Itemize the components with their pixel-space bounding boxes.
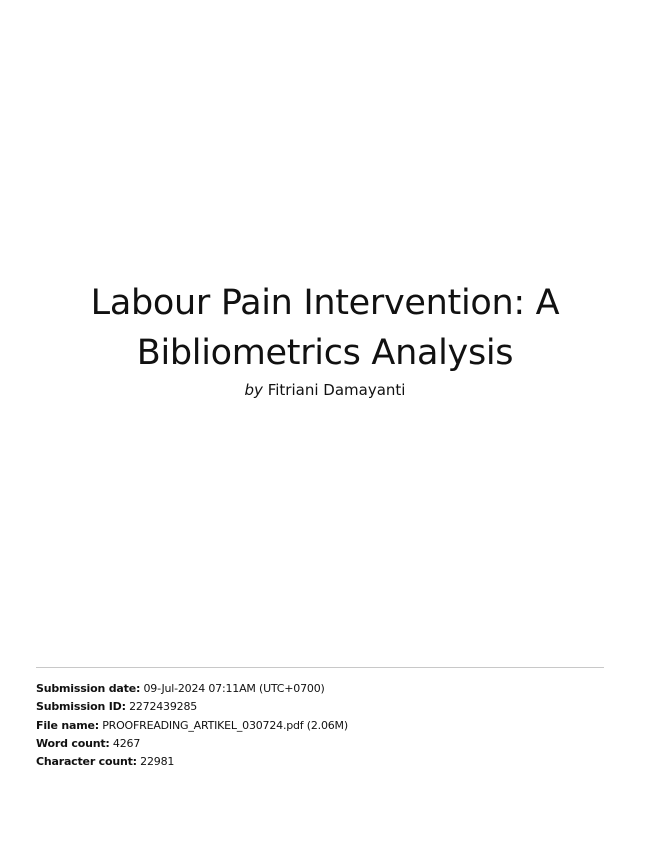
divider: [36, 667, 604, 668]
document-title: Labour Pain Intervention: A Bibliometrics Analysis: [90, 283, 560, 373]
submission-id-value: 2272439285: [129, 700, 198, 714]
file-name-value: PROOFREADING_ARTIKEL_030724.pdf (2.06M): [102, 718, 348, 732]
word-count-label: Word count:: [36, 736, 110, 750]
file-name-label: File name:: [36, 718, 99, 732]
title-block: [0, 278, 650, 400]
character-count-label: Character count:: [36, 755, 137, 769]
character-count-row: [36, 753, 596, 771]
submission-date-label: Submission date:: [36, 682, 141, 695]
submission-date-value: 09-Jul-2024 07:11AM (UTC+0700): [143, 682, 325, 695]
submission-date-row: [36, 680, 596, 698]
author-byline: [0, 380, 650, 400]
author-name: Fitriani Damayanti: [267, 381, 406, 399]
word-count-row: [36, 735, 596, 753]
submission-details: [36, 680, 596, 771]
file-name-row: [36, 717, 596, 735]
character-count-value: 22981: [140, 755, 175, 769]
by-prefix: by: [244, 381, 263, 399]
word-count-value: 4267: [112, 736, 141, 750]
submission-id-row: [36, 698, 596, 716]
submission-id-label: Submission ID:: [36, 700, 126, 714]
